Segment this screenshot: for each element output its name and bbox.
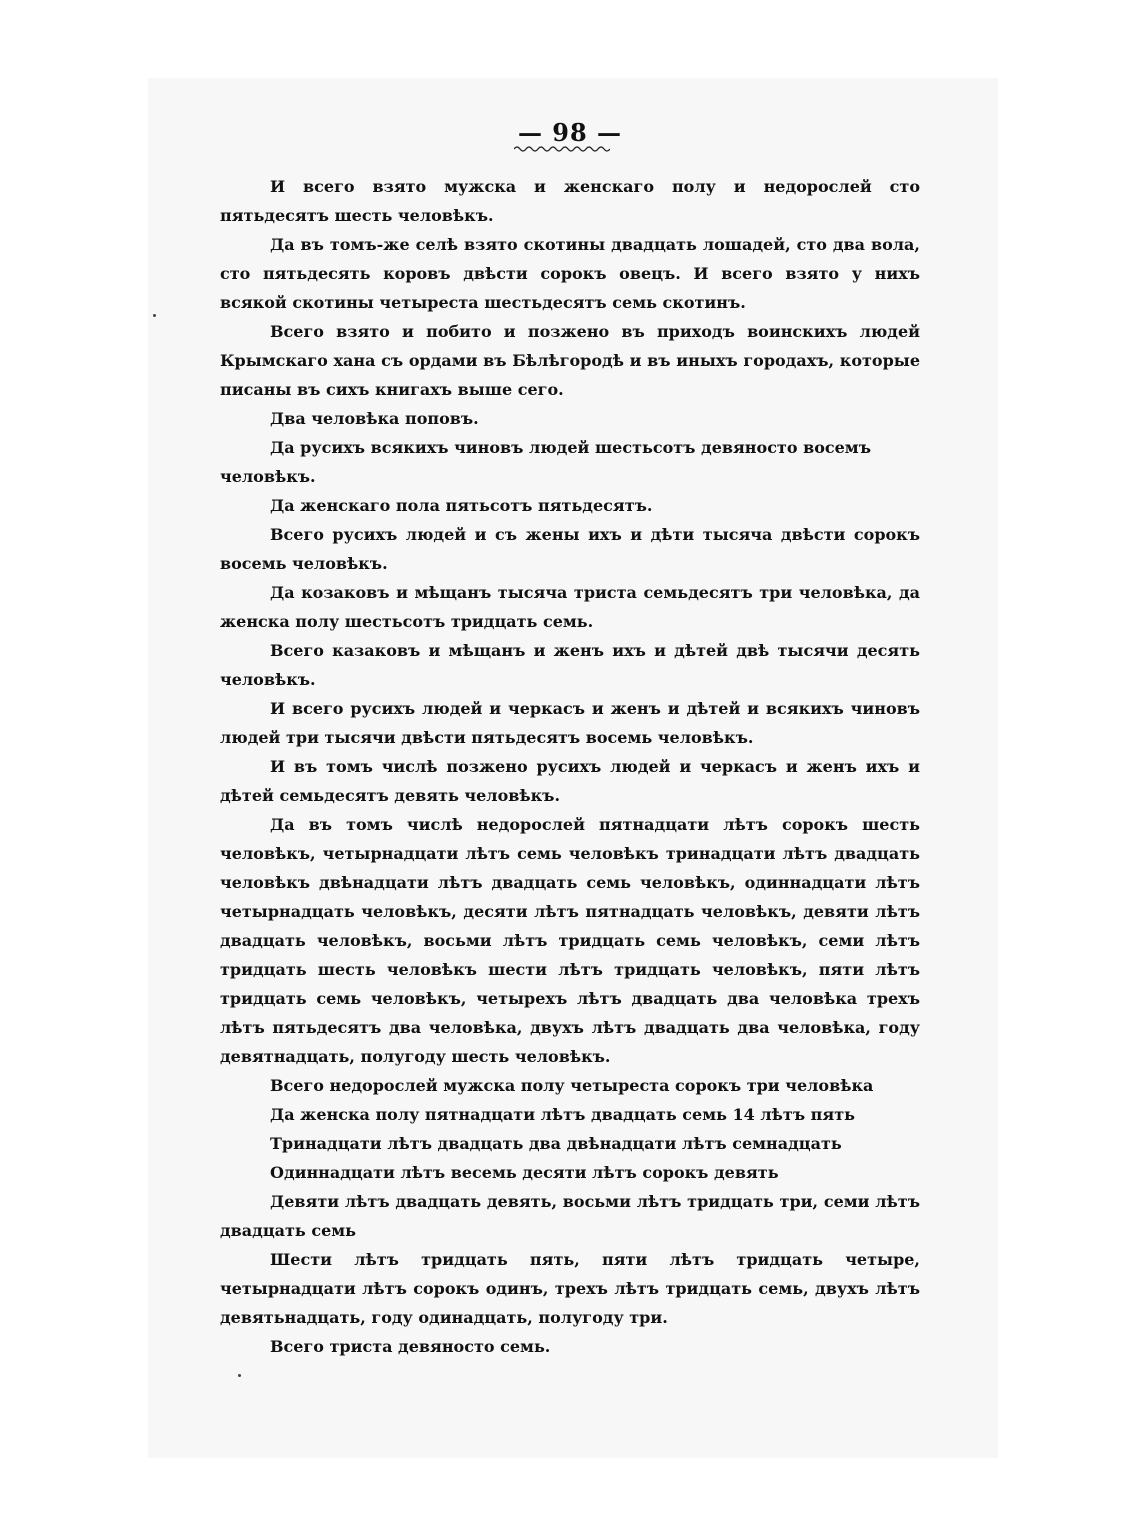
page-number: — 98 — bbox=[517, 118, 623, 147]
paragraph: Два человѣка поповъ. bbox=[270, 409, 479, 428]
paragraph: Всего триста девяносто семь. bbox=[270, 1337, 551, 1356]
paragraph: Да женска полу пятнадцати лѣтъ двадцать семь 14 лѣтъ пять bbox=[270, 1105, 855, 1124]
page-header bbox=[0, 118, 1140, 147]
paragraph: Да русихъ всякихъ чиновъ людей шестьсотъ девяносто восемъ человѣкъ. bbox=[220, 438, 871, 486]
paragraph: Тринадцати лѣтъ двадцать два двѣнадцати лѣтъ семнадцать bbox=[270, 1134, 842, 1153]
paragraph: Да козаковъ и мѣщанъ тысяча триста семьдесятъ три человѣка, да женска полу шестьсотъ тридцать семь. bbox=[220, 583, 920, 631]
paragraph: И всего взято мужска и женскаго полу и недорослей сто пятьдесятъ шесть человѣкъ. bbox=[220, 177, 920, 225]
paragraph: Да въ томъ числѣ недорослей пятнадцати лѣтъ сорокъ шесть человѣкъ, четырнадцати лѣтъ семь человѣкъ тринадцати лѣтъ двадцать человѣкъ двѣнадцати лѣтъ двадцать семь человѣкъ, одиннадцати лѣтъ четырнадцать человѣкъ, десяти лѣтъ пятнадцать человѣкъ, девяти лѣтъ двадцать человѣкъ, восьми лѣтъ тридцать семь человѣкъ, семи лѣтъ тридцать шесть человѣкъ шести лѣтъ тридцать человѣкъ, пяти лѣтъ тридцать семь человѣкъ, четырехъ лѣтъ двадцать два человѣка трехъ лѣтъ пятьдесятъ два человѣка, двухъ лѣтъ двадцать два человѣка, году девятнадцать, полугоду шесть человѣкъ. bbox=[220, 815, 920, 1066]
paragraph: Всего недорослей мужска полу четыреста сорокъ три человѣка bbox=[270, 1076, 874, 1095]
scan-speck bbox=[238, 1374, 241, 1377]
paragraph: Да женскаго пола пятьсотъ пятьдесятъ. bbox=[270, 496, 653, 515]
paragraph: Одиннадцати лѣтъ весемь десяти лѣтъ сорокъ девять bbox=[270, 1163, 779, 1182]
body-text bbox=[220, 172, 920, 1361]
paragraph: Всего взято и побито и позжено въ приходъ воинскихъ людей Крымскаго хана съ ордами въ Бѣлѣгородѣ и въ иныхъ городахъ, которые писаны въ сихъ книгахъ выше сего. bbox=[220, 322, 920, 399]
paragraph: Да въ томъ-же селѣ взято скотины двадцать лошадей, сто два вола, сто пятьдесять коровъ двѣсти сорокъ овецъ. И всего взято у нихъ всякой скотины четыреста шестьдесятъ семь скотинъ. bbox=[220, 235, 920, 312]
decorative-squiggle bbox=[514, 144, 610, 154]
paragraph: И всего русихъ людей и черкасъ и женъ и дѣтей и всякихъ чиновъ людей три тысячи двѣсти пятьдесятъ восемь человѣкъ. bbox=[220, 699, 920, 747]
paragraph: Всего русихъ людей и съ жены ихъ и дѣти тысяча двѣсти сорокъ восемь человѣкъ. bbox=[220, 525, 920, 573]
paragraph: Всего казаковъ и мѣщанъ и женъ ихъ и дѣтей двѣ тысячи десять человѣкъ. bbox=[220, 641, 920, 689]
paragraph: Шести лѣтъ тридцать пять, пяти лѣтъ тридцать четыре, четырнадцати лѣтъ сорокъ одинъ, трехъ лѣтъ тридцать семь, двухъ лѣтъ девятьнадцать, году одинадцать, полугоду три. bbox=[220, 1250, 920, 1327]
paragraph: И въ томъ числѣ позжено русихъ людей и черкасъ и женъ ихъ и дѣтей семьдесятъ девять человѣкъ. bbox=[220, 757, 920, 805]
scan-speck bbox=[153, 314, 156, 317]
paragraph: Девяти лѣтъ двадцать девять, восьми лѣтъ тридцать три, семи лѣтъ двадцать семь bbox=[220, 1192, 920, 1240]
